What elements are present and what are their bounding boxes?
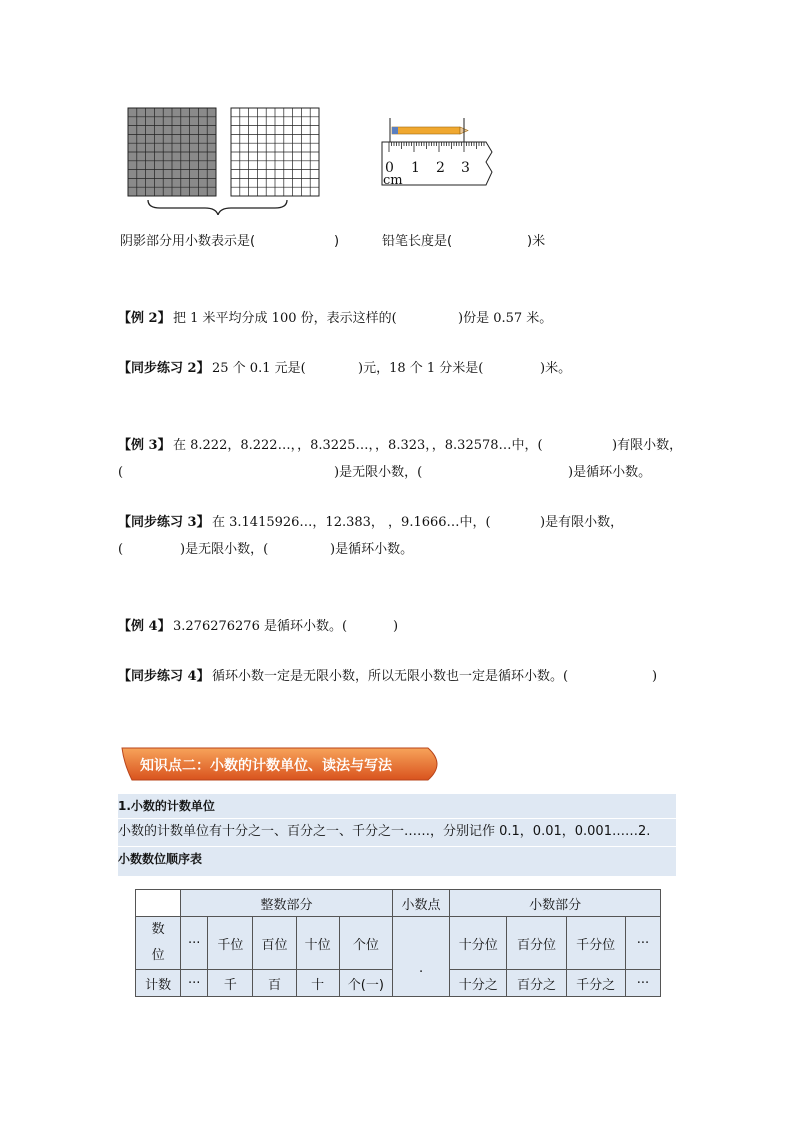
ex3-line1: 在 8.222，8.222…，，8.3225…，，8.323，，8.32578…中，(: [173, 438, 543, 453]
header-integer-part: 整数部分: [181, 890, 393, 917]
prac3-line2b: )是无限小数，(: [180, 542, 269, 557]
place-value-table: [135, 889, 661, 997]
ex4-text: 3.276276276 是循环小数。(: [173, 619, 348, 634]
prac2-text2: )元，18 个 1 分米是(: [358, 361, 484, 376]
place-cell: ···: [181, 917, 208, 970]
header-decimal-point: 小数点: [392, 890, 449, 917]
subheading-table: 小数数位顺序表: [118, 852, 203, 866]
prac3-line1b: )是有限小数，: [540, 515, 624, 530]
place-cell: ···: [625, 917, 660, 970]
pencil-question: 铅笔长度是(: [382, 234, 453, 249]
section-title: 知识点二：小数的计数单位、读法与写法: [140, 758, 392, 774]
ruler-tick-0: 0: [385, 160, 394, 176]
ex2-text2: )份是 0.57 米。: [458, 311, 553, 326]
unit-cell: ···: [181, 970, 208, 997]
prac3-tag: 【同步练习 3】: [118, 515, 210, 530]
ruler-unit: cm: [383, 173, 403, 188]
place-cell: 百分位: [507, 917, 566, 970]
brace: [148, 200, 287, 215]
ex4-tag: 【例 4】: [118, 619, 171, 634]
ex4-text2: ): [393, 619, 399, 634]
fully-shaded-grid: [128, 108, 216, 196]
shaded-close: ): [334, 234, 340, 249]
ruler-tick-2: 2: [436, 160, 445, 176]
unit-cell: 千分之: [566, 970, 625, 997]
ruler-tick-3: 3: [461, 160, 470, 176]
prac2-text3: )米。: [540, 361, 572, 376]
ex2-text: 把 1 米平均分成 100 份，表示这样的(: [173, 311, 397, 326]
unit-cell: 个(一): [339, 970, 392, 997]
unit-cell: 百: [253, 970, 296, 997]
prac4-tag: 【同步练习 4】: [118, 669, 210, 684]
ex3-tag: 【例 3】: [118, 438, 171, 453]
units-body: 小数的计数单位有十分之一、百分之一、千分之一……，分别记作 0.1，0.01，0.001……2.: [118, 824, 651, 839]
pencil: [392, 127, 460, 134]
shaded-grid-figure: [120, 100, 330, 215]
header-decimal-part: 小数部分: [450, 890, 661, 917]
ruler-figure: [380, 115, 495, 190]
ex2-tag: 【例 2】: [118, 311, 171, 326]
shaded-question: 阴影部分用小数表示是(: [120, 234, 256, 249]
prac2-text: 25 个 0.1 元是(: [212, 361, 306, 376]
prac3-line2c: )是循环小数。: [330, 542, 414, 557]
row-label-unit: 计数: [136, 970, 181, 997]
place-cell: 千分位: [566, 917, 625, 970]
subheading-units: 1.小数的计数单位: [118, 799, 215, 813]
prac2-tag: 【同步练习 2】: [118, 361, 210, 376]
ruler-tick-1: 1: [411, 160, 420, 176]
unit-cell: ···: [625, 970, 660, 997]
place-cell: 百位: [253, 917, 296, 970]
prac3-line2a: (: [118, 542, 124, 557]
section-banner: [120, 744, 450, 784]
pencil-close: )米: [527, 234, 546, 249]
place-cell: 千位: [208, 917, 253, 970]
unit-cell: 十: [296, 970, 339, 997]
unit-cell: 百分之: [507, 970, 566, 997]
prac4-text2: ): [652, 669, 658, 684]
prac4-text: 循环小数一定是无限小数，所以无限小数也一定是循环小数。(: [212, 669, 569, 684]
prac3-line1: 在 3.1415926…，12.383， ，9.1666…中，(: [212, 515, 491, 530]
place-cell: 十位: [296, 917, 339, 970]
ex3-line2b: )是无限小数，(: [334, 465, 423, 480]
place-cell: 十分位: [450, 917, 507, 970]
ex3-line2c: )是循环小数。: [568, 465, 652, 480]
ex3-line1b: )有限小数，: [612, 438, 683, 453]
unit-cell: 十分之: [450, 970, 507, 997]
grid-with-lines: [231, 108, 319, 196]
place-cell: 个位: [339, 917, 392, 970]
ex3-line2a: (: [118, 465, 124, 480]
decimal-point-cell: .: [392, 917, 449, 997]
row-label-place: 数位: [136, 917, 181, 970]
unit-cell: 千: [208, 970, 253, 997]
